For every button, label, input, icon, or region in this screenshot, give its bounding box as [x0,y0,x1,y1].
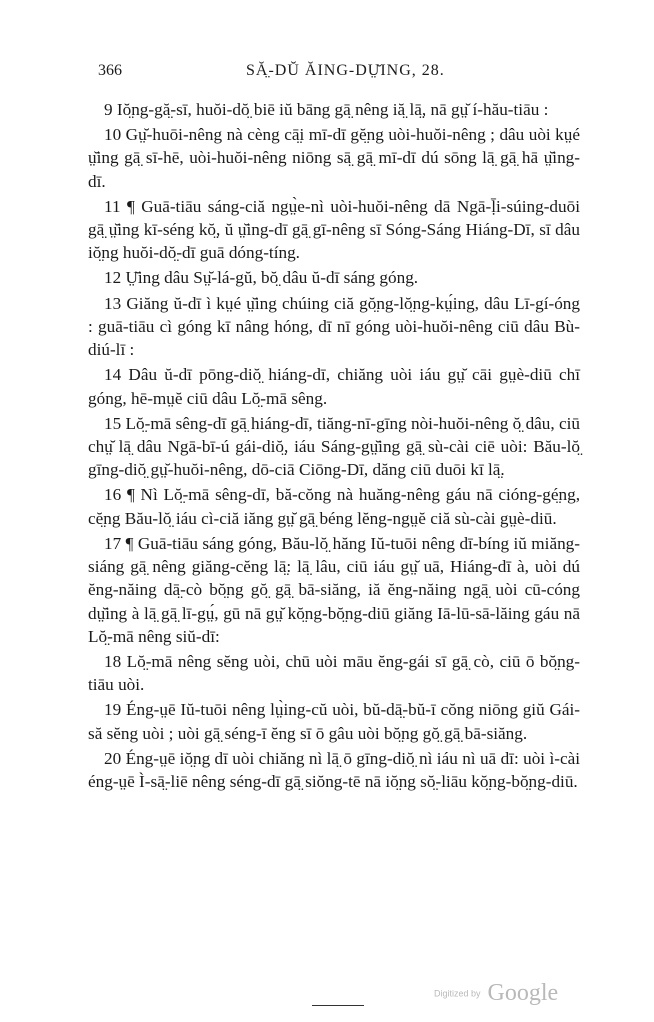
verse-19: 19 Éng-ṳē Iŭ-tuōi nêng lṳ̀ing-cŭ uòi, bŭ-dā̤-bŭ-ī cŏng niōng giŭ Gái-să sĕng uòi ; uòi gā̤ séng-ī ĕng sī ō gâu uòi bŏ̤ng gŏ̤ gā̤ bā-siăng. [88,700,580,743]
watermark-brand: Google [487,980,559,1006]
verse-13: 13 Giăng ŭ-dī ì kṳé ṳ̆ing chúing ciă gŏ̤ng-lŏ̤ng-kṳ́ing, dâu Lī-gí-óng : guā-tiāu cì góng kī nâng hóng, dī nī góng uòi-huŏi-nêng ciū dâu Bù-diú-lī : [88,293,580,360]
verse-9: 9 Iŏ̤ng-gă̤-sī, huŏi-dŏ̤ biē iŭ bāng gā̤ nêng iă̤ lā̤, nā gṳ̆ í-hău-tiāu : [104,100,549,119]
verse-14: 14 Dâu ŭ-dī pōng-diŏ̤ hiáng-dī, chiăng uòi iáu gṳ̆ cāi gṳè-diū chī góng, hē-mṳĕ ciū dâu Lŏ̤-mā sêng. [88,365,580,408]
verse-16: 16 ¶ Nì Lŏ̤-mā sêng-dī, bă-cŏng nà huăng-nêng gáu nā cióng-gé̤ng, cĕ̤ng Bău-lŏ̤ iáu cì-ciă iăng gṳ̆ gā̤ béng lĕng-ngṳĕ ciă sù-cài gṳè-diū. [88,485,580,528]
verse-11: 11 ¶ Guā-tiāu sáng-ciă ngṳ̀e-nì uòi-huŏi-nêng dā Ngā-ḹi-súing-duōi gā̤ ṳ̆ing kī-séng kŏ̤, ŭ ṳ̆ing-dī gā̤ gī-nêng sī Sóng-Sáng Hiáng-Dī, sī dâu iŏ̤ng huŏi-dŏ̤-dī guā dóng-tíng. [88,196,580,263]
page-header [98,62,568,88]
verse-17: 17 ¶ Guā-tiāu sáng góng, Bău-lŏ̤ hăng Iŭ-tuōi nêng dī-bíng iŭ miăng-siáng gā̤ nêng giăng-cĕng lā̤: lā̤ lâu, ciū iáu gṳ̆ uā, Hiáng-dī à, uòi dú ĕng-năing dā̤-cò bŏ̤ng gŏ̤ gā̤ bā-siăng, iă ĕng-năing ngā̤ uòi cū-cóng dṳ̆ing à lā̤ gā̤ lī-gṳ́, gū nā gṳ̆ kŏ̤ng-bŏ̤ng-diū giăng Iā-lū-sā-lăing gáu nā Lŏ̤-mā nêng siŭ-dī: [88,533,580,646]
page-number: 366 [98,62,122,79]
verse-20: 20 Éng-ṳē iŏ̤ng dī uòi chiăng nì lā̤ ō gīng-diŏ̤ nì iáu nì uā dī: uòi ì-cài éng-ṳē Ì-sā̤-liē nêng séng-dī gā̤ siŏng-tē nā iŏ̤ng sŏ̤-liāu kŏ̤ng-bŏ̤ng-diū. [88,748,580,792]
watermark-prefix: Digitized by [434,988,481,999]
verse-18: 18 Lŏ̤-mā nêng sĕng uòi, chū uòi māu ĕng-gái sī gā̤ cò, ciū ō bŏ̤ng-tiāu uòi. [88,652,580,695]
verse-10: 10 Gṳ̆-huōi-nêng nà cèng cā̤i mī-dī gĕ̤ng uòi-huŏi-nêng ; dâu uòi kṳé ṳ̆ing gā̤ sī-hē, uòi-huŏi-nêng niōng sā̤ gā̤ mī-dī dú sōng lā̤ gā̤ hā ṳ̆ing-dī. [88,125,580,191]
digitization-watermark [434,980,558,1007]
verse-15: 15 Lŏ̤-mā sêng-dī gā̤ hiáng-dī, tiăng-nī-gīng nòi-huŏi-nêng ŏ̤ dâu, ciū chṳ̆ lā̤ dâu Ngā-bī-ú gái-diŏ̤, iáu Sáng-gṳ̆ing gā̤ sù-cài ciē uòi: Bău-lŏ̤ gīng-diŏ̤ gṳ̆-huŏi-nêng, dō-ciā Ciōng-Dī, dăng ciū duōi kī lā̤. [88,413,580,480]
verse-12: 12 Ṳ̆ing dâu Sṳ̆-lá-gŭ, bŏ̤ dâu ŭ-dī sáng góng. [104,268,419,288]
footer-rule [312,1005,364,1006]
chapter-text [88,98,580,795]
running-title: SĂ̤-DŬ ĂING-DṲ̆ING, 28. [246,62,445,79]
